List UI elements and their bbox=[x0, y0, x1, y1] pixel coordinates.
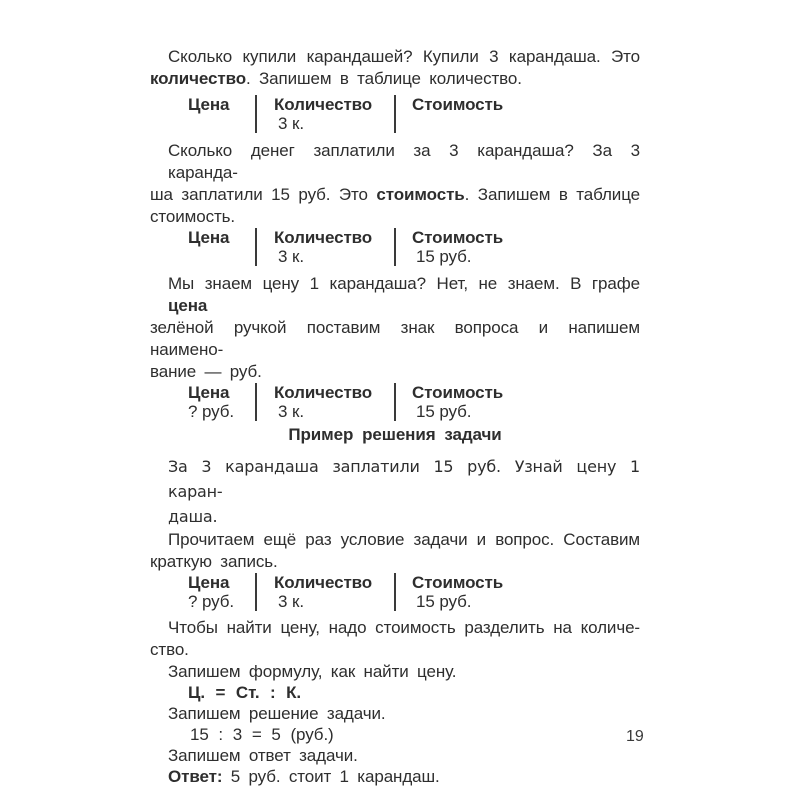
table-value-quantity: 3 к. bbox=[278, 114, 304, 133]
paragraph-line: Чтобы найти цену, надо стоимость разделить на количе- bbox=[168, 618, 640, 637]
table-value-price bbox=[188, 247, 255, 266]
paragraph-line bbox=[150, 184, 640, 206]
page-content bbox=[150, 0, 640, 787]
paragraph-text: Мы знаем цену 1 карандаша? Нет, не знаем. В графе bbox=[168, 274, 640, 293]
paragraph-line: Сколько денег заплатили за 3 карандаша? За 3 каранда- bbox=[168, 141, 640, 182]
paragraph-reread bbox=[150, 529, 640, 573]
formula: Ц. = Ст. : К. bbox=[188, 683, 302, 702]
bold-term-price: цена bbox=[168, 296, 208, 315]
cost-column bbox=[394, 383, 640, 421]
paragraph-write-answer: Запишем ответ задачи. bbox=[168, 746, 358, 765]
paragraph-write-formula: Запишем формулу, как найти цену. bbox=[168, 662, 457, 681]
table-header-cost: Стоимость bbox=[412, 383, 504, 402]
quantity-column bbox=[255, 228, 394, 266]
paragraph-line bbox=[150, 273, 640, 317]
problem-line: За 3 карандаша заплатили 15 руб. Узнай цену 1 каран- bbox=[168, 457, 640, 501]
answer-label: Ответ: bbox=[168, 767, 223, 786]
table-value-cost: 15 руб. bbox=[416, 402, 472, 421]
table-value-price: ? руб. bbox=[188, 402, 234, 421]
table-value-quantity: 3 к. bbox=[278, 247, 304, 266]
paragraph-line: краткую запись. bbox=[150, 552, 278, 571]
paragraph-rule bbox=[150, 617, 640, 661]
paragraph-write-solution: Запишем решение задачи. bbox=[168, 704, 386, 723]
paragraph-text: . Запишем в таблице количество. bbox=[246, 69, 522, 88]
problem-line: даша. bbox=[168, 507, 218, 526]
problem-statement bbox=[150, 454, 640, 529]
price-table-2 bbox=[188, 228, 640, 266]
table-value-quantity: 3 к. bbox=[278, 592, 304, 611]
table-value-price bbox=[188, 114, 255, 133]
paragraph-line: Сколько купили карандашей? Купили 3 карандаша. Это bbox=[168, 47, 640, 66]
table-header-price: Цена bbox=[188, 383, 230, 402]
table-value-cost: 15 руб. bbox=[416, 592, 472, 611]
quantity-column bbox=[255, 95, 394, 133]
answer-line bbox=[150, 766, 640, 787]
bold-term-quantity: количество bbox=[150, 69, 246, 88]
price-table-4 bbox=[188, 573, 640, 611]
paragraph-line: вание — руб. bbox=[150, 362, 262, 381]
quantity-column bbox=[255, 573, 394, 611]
table-header-price: Цена bbox=[188, 228, 230, 247]
paragraph-text: ша заплатили 15 руб. Это bbox=[150, 185, 377, 204]
table-value-cost: 15 руб. bbox=[416, 247, 472, 266]
table-header-quantity: Количество bbox=[274, 383, 373, 402]
price-column bbox=[188, 573, 255, 611]
paragraph-cost bbox=[150, 140, 640, 228]
price-table-1 bbox=[188, 95, 640, 133]
table-header-cost: Стоимость bbox=[412, 228, 504, 247]
paragraph-line: стоимость. bbox=[150, 207, 236, 226]
paragraph-line: Прочитаем ещё раз условие задачи и вопрос. Составим bbox=[168, 530, 640, 549]
cost-column bbox=[394, 95, 640, 133]
paragraph-line: ство. bbox=[150, 640, 189, 659]
paragraph-line: зелёной ручкой поставим знак вопроса и напишем наимено- bbox=[150, 318, 640, 359]
table-value-cost bbox=[412, 114, 640, 133]
quantity-column bbox=[255, 383, 394, 421]
solution-line: 15 : 3 = 5 (руб.) bbox=[190, 725, 334, 744]
table-header-quantity: Количество bbox=[274, 228, 373, 247]
cost-column bbox=[394, 573, 640, 611]
paragraph-line bbox=[150, 68, 640, 90]
table-header-quantity: Количество bbox=[274, 95, 373, 114]
table-header-cost: Стоимость bbox=[412, 95, 504, 114]
price-column bbox=[188, 228, 255, 266]
table-header-cost: Стоимость bbox=[412, 573, 504, 592]
table-header-price: Цена bbox=[188, 573, 230, 592]
answer-text: 5 руб. стоит 1 карандаш. bbox=[222, 767, 440, 786]
section-heading: Пример решения задачи bbox=[288, 425, 502, 444]
bold-term-cost: стоимость bbox=[376, 185, 465, 204]
price-column bbox=[188, 383, 255, 421]
page-number: 19 bbox=[626, 728, 644, 745]
paragraph-quantity bbox=[150, 46, 640, 90]
table-value-price: ? руб. bbox=[188, 592, 234, 611]
table-header-quantity: Количество bbox=[274, 573, 373, 592]
paragraph-text: . Запишем в таблице bbox=[464, 185, 641, 204]
price-column bbox=[188, 95, 255, 133]
paragraph-price-question bbox=[150, 273, 640, 383]
table-header-price: Цена bbox=[188, 95, 230, 114]
table-value-quantity: 3 к. bbox=[278, 402, 304, 421]
price-table-3 bbox=[188, 383, 640, 421]
cost-column bbox=[394, 228, 640, 266]
